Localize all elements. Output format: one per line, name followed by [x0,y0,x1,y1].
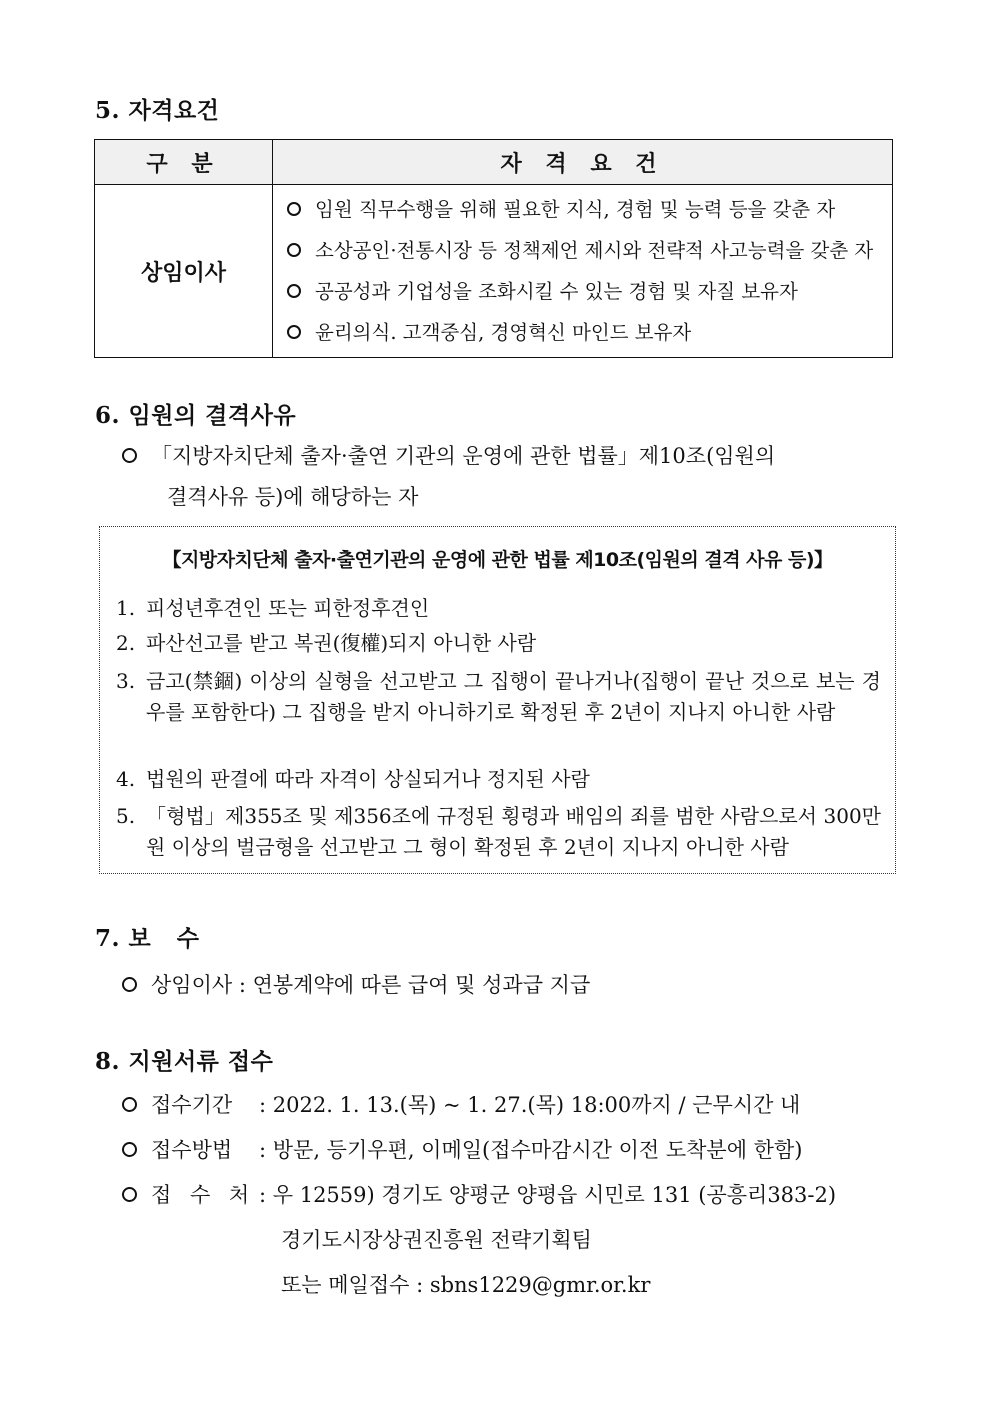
place-organization: 경기도시장상권진흥원 전략기획팀 [281,1228,592,1252]
item-text: 금고(禁錮) 이상의 실형을 선고받고 그 집행이 끝나거나(집행이 끝난 것으로 보는 경우를 포함한다) 그 집행을 받지 아니하기로 확정된 후 2년이 지나지 아니한 사람 [146,669,881,724]
bullet-text-line2: 결격사유 등)에 해당하는 자 [167,485,419,509]
section-6-title: 6. 임원의 결격사유 [95,402,297,429]
requirement-item [287,271,882,312]
header-category: 구 분 [95,140,273,185]
requirement-text: 소상공인·전통시장 등 정책제언 제시와 전략적 사고능력을 갖춘 자 [315,239,874,262]
requirement-item [287,230,882,271]
salary-text: 상임이사 : 연봉계약에 따른 급여 및 성과급 지급 [151,973,591,997]
law-box-title: 【지방자치단체 출자·출연기관의 운영에 관한 법률 제10조(임원의 결격 사유 등)】 [162,549,833,571]
circle-bullet-icon [287,243,301,257]
item-text: 피성년후견인 또는 피한정후견인 [146,596,430,620]
item-number: 3. [116,669,136,693]
place-email-line: 또는 메일접수 : sbns1229@gmr.or.kr [281,1273,651,1297]
place-label: 접 수 처 [151,1183,256,1207]
item-number: 2. [116,631,136,655]
circle-bullet-icon [287,284,301,298]
category-cell: 상임이사 [95,185,273,358]
requirement-item [287,312,882,353]
bullet-text-line1: 「지방자치단체 출자·출연 기관의 운영에 관한 법률」제10조(임원의 [151,444,776,468]
circle-bullet-icon [122,977,137,992]
item-number: 4. [116,767,136,791]
law-excerpt-box [99,526,896,874]
item-text: 법원의 판결에 따라 자격이 상실되거나 정지된 사람 [146,767,590,791]
item-number: 1. [116,596,136,620]
section-5-title: 5. 자격요건 [95,97,220,124]
list-item [116,628,881,659]
item-text: 「형법」제355조 및 제356조에 규정된 횡령과 배임의 죄를 범한 사람으로서 300만원 이상의 벌금형을 선고받고 그 형이 확정된 후 2년이 지나지 아니한 사람 [146,804,881,859]
circle-bullet-icon [122,1097,137,1112]
circle-bullet-icon [122,1142,137,1157]
circle-bullet-icon [122,448,137,463]
list-item [116,666,881,728]
method-value: : 방문, 등기우편, 이메일(접수마감시간 이전 도착분에 한함) [259,1138,803,1162]
header-requirements: 자 격 요 건 [273,140,893,185]
section-7-title: 7. 보 수 [95,925,200,952]
table-row [95,185,893,358]
period-row [122,1089,800,1119]
period-label: 접수기간 [151,1093,233,1117]
period-value: : 2022. 1. 13.(목) ~ 1. 27.(목) 18:00까지 / 근무시간 내 [259,1093,801,1117]
method-row [122,1134,802,1164]
circle-bullet-icon [287,325,301,339]
place-address: : 우 12559) 경기도 양평군 양평읍 시민로 131 (공흥리383-2) [259,1183,837,1207]
section-8-title: 8. 지원서류 접수 [95,1048,274,1075]
circle-bullet-icon [122,1187,137,1202]
requirement-text: 임원 직무수행을 위해 필요한 지식, 경험 및 능력 등을 갖춘 자 [315,198,836,221]
salary-bullet [122,969,590,999]
list-item [116,764,881,795]
requirement-text: 윤리의식. 고객중심, 경영혁신 마인드 보유자 [315,321,692,344]
item-number: 5. [116,804,136,828]
circle-bullet-icon [287,202,301,216]
method-label: 접수방법 [151,1138,233,1162]
place-row [122,1179,836,1209]
requirement-item [287,189,882,230]
table-header-row [95,140,893,185]
item-text: 파산선고를 받고 복권(復權)되지 아니한 사람 [146,631,537,655]
requirement-text: 공공성과 기업성을 조화시킬 수 있는 경험 및 자질 보유자 [315,280,798,303]
disqualification-bullet [122,440,775,470]
requirements-cell [273,185,893,358]
list-item [116,801,881,863]
list-item [116,593,881,624]
qualification-table [94,139,893,358]
